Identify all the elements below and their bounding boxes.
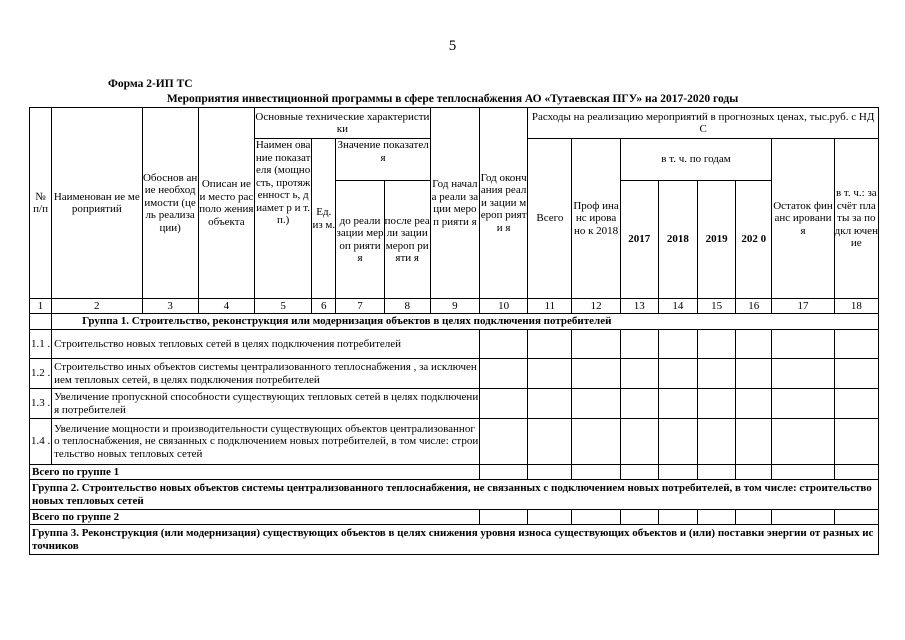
header-tech: Основные технические характеристики: [255, 108, 431, 139]
header-unit: Ед. из м.: [312, 139, 336, 299]
col-number: 6: [312, 299, 336, 314]
group-1-title: Группа 1. Строительство, реконструкция или модернизация объектов в целях подключения потребителей: [52, 314, 879, 330]
col-number: 18: [834, 299, 878, 314]
header-after: после реали зации мероп рияти я: [384, 181, 430, 299]
header-year-2018: 2018: [658, 181, 697, 299]
group-2-total-row: [30, 510, 879, 525]
header-year-2017: 2017: [620, 181, 658, 299]
header-year-start: Год начал а реали зации мероп рияти я: [430, 108, 479, 299]
group-3-header-row: [30, 525, 879, 555]
col-number: 14: [658, 299, 697, 314]
col-number: 9: [430, 299, 479, 314]
col-number: 2: [52, 299, 142, 314]
header-justification: Обоснов ание необход имости (цель реализа ции): [142, 108, 198, 299]
row-text: Строительство новых тепловых сетей в целях подключения потребителей: [52, 330, 480, 359]
col-number: 3: [142, 299, 198, 314]
col-number: 15: [698, 299, 736, 314]
header-year-end: Год оконч ания реали зации мероп рияти я: [480, 108, 528, 299]
group-1-header-row: [30, 314, 879, 330]
col-number: 10: [480, 299, 528, 314]
col-number: 17: [772, 299, 834, 314]
header-year-2019: 2019: [698, 181, 736, 299]
group-1-total: Всего по группе 1: [30, 465, 480, 480]
row-number: 1.3 .: [30, 389, 52, 419]
header-row-1: [30, 108, 879, 139]
table-row: [30, 330, 879, 359]
table-row: [30, 419, 879, 465]
row-number: 1.2 .: [30, 359, 52, 389]
header-financed: Проф инанс ирова но к 2018: [572, 139, 620, 299]
table-row: [30, 389, 879, 419]
header-expenses: Расходы на реализацию мероприятий в прогнозных ценах, тыс.руб. с НДС: [528, 108, 879, 139]
header-description: Описан ие и место располо жения объекта: [198, 108, 254, 299]
header-by-years: в т. ч. по годам: [620, 139, 772, 181]
header-name: Наименован ие мероприятий: [52, 108, 142, 299]
header-value: Значение показателя: [336, 139, 430, 181]
group-2-title: Группа 2. Строительство новых объектов системы централизованного теплоснабжения, не связанных с подключением новых потребителей, в том числе: строительство новых тепловых сетей: [30, 480, 879, 510]
row-text: Увеличение мощности и производительности существующих объектов централизованного теплоснабжения, не связанных с подключением новых потребителей, в том числе: строительство новых тепловых сетей: [52, 419, 480, 465]
header-tech-name: Наимен ование показат еля (мощно сть, протяж енност ь, диамет р и т.п.): [255, 139, 312, 299]
group-1-total-row: [30, 465, 879, 480]
col-number: 16: [736, 299, 772, 314]
table-row: [30, 359, 879, 389]
form-label: Форма 2-ИП ТС: [108, 78, 193, 90]
page-number: 5: [448, 38, 457, 54]
header-fee: в т. ч.: за счёт платы за подкл ючение: [834, 139, 878, 299]
header-num: № п/п: [30, 108, 52, 299]
col-number: 13: [620, 299, 658, 314]
header-year-2020: 202 0: [736, 181, 772, 299]
col-number: 11: [528, 299, 572, 314]
header-total: Всего: [528, 139, 572, 299]
group-3-title: Группа 3. Реконструкция (или модернизация) существующих объектов в целях снижения уровня износа существующих объектов и (или) поставки энергии от разных источников: [30, 525, 879, 555]
group-2-total: Всего по группе 2: [30, 510, 480, 525]
investment-program-table: [29, 107, 879, 555]
row-text: Увеличение пропускной способности существующих тепловых сетей в целях подключения потребителей: [52, 389, 480, 419]
col-number: 5: [255, 299, 312, 314]
document-title: Мероприятия инвестиционной программы в сфере теплоснабжения АО «Тутаевская ПГУ» на 2017-2020 годы: [166, 93, 739, 105]
col-number: 8: [384, 299, 430, 314]
row-text: Строительство иных объектов системы централизованного теплоснабжения , за исключением тепловых сетей, в целях подключения потребителей: [52, 359, 480, 389]
col-number: 4: [198, 299, 254, 314]
col-number: 12: [572, 299, 620, 314]
row-number: 1.1 .: [30, 330, 52, 359]
col-number: 7: [336, 299, 384, 314]
row-number: 1.4 .: [30, 419, 52, 465]
group-2-header-row: [30, 480, 879, 510]
header-remainder: Остаток финанс ировани я: [772, 139, 834, 299]
column-numbers-row: [30, 299, 879, 314]
col-number: 1: [30, 299, 52, 314]
header-before: до реали зации мероп рияти я: [336, 181, 384, 299]
